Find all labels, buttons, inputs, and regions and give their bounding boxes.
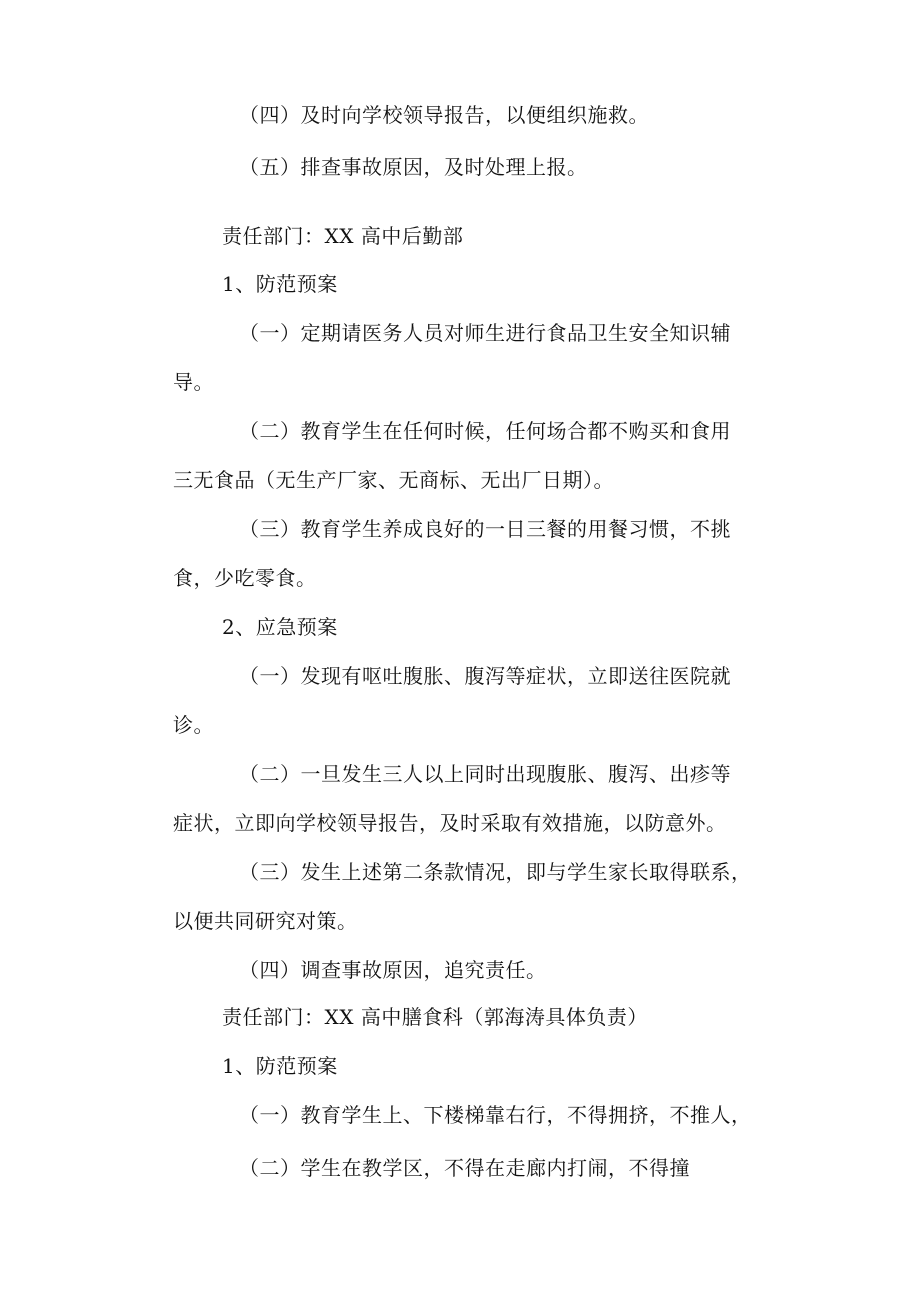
text-line: （一）定期请医务人员对师生进行食品卫生安全知识辅 xyxy=(239,321,731,345)
section-heading: 责任部门：XX 高中后勤部 xyxy=(222,224,464,248)
text-line: （三）发生上述第二条款情况，即与学生家长取得联系， xyxy=(239,860,752,884)
section-heading: 责任部门：XX 高中膳食科（郭海涛具体负责） xyxy=(222,1005,648,1029)
text-line: 三无食品（无生产厂家、无商标、无出厂日期）。 xyxy=(173,468,614,492)
subsection-heading: 2、应急预案 xyxy=(222,615,338,639)
text-line: （一）发现有呕吐腹胀、腹泻等症状，立即送往医院就 xyxy=(239,664,731,688)
text-line: 诊。 xyxy=(173,713,214,737)
text-line: （二）教育学生在任何时候，任何场合都不购买和食用 xyxy=(239,419,731,443)
text-line: （一）教育学生上、下楼梯靠右行，不得拥挤，不推人， xyxy=(239,1103,752,1127)
text-line: （三）教育学生养成良好的一日三餐的用餐习惯，不挑 xyxy=(239,517,731,541)
text-line: 导。 xyxy=(173,370,214,394)
text-line: （五）排查事故原因，及时处理上报。 xyxy=(239,155,588,179)
subsection-heading: 1、防范预案 xyxy=(222,272,338,296)
subsection-heading: 1、防范预案 xyxy=(222,1054,338,1078)
text-line: （二）一旦发生三人以上同时出现腹胀、腹泻、出疹等 xyxy=(239,762,731,786)
text-line: 症状，立即向学校领导报告，及时采取有效措施，以防意外。 xyxy=(173,811,727,835)
text-line: 以便共同研究对策。 xyxy=(173,909,358,933)
text-line: （四）及时向学校领导报告，以便组织施救。 xyxy=(239,103,649,127)
text-line: （二）学生在教学区，不得在走廊内打闹，不得撞 xyxy=(239,1156,690,1180)
text-line: 食，少吃零食。 xyxy=(173,566,317,590)
text-line: （四）调查事故原因，追究责任。 xyxy=(239,958,547,982)
